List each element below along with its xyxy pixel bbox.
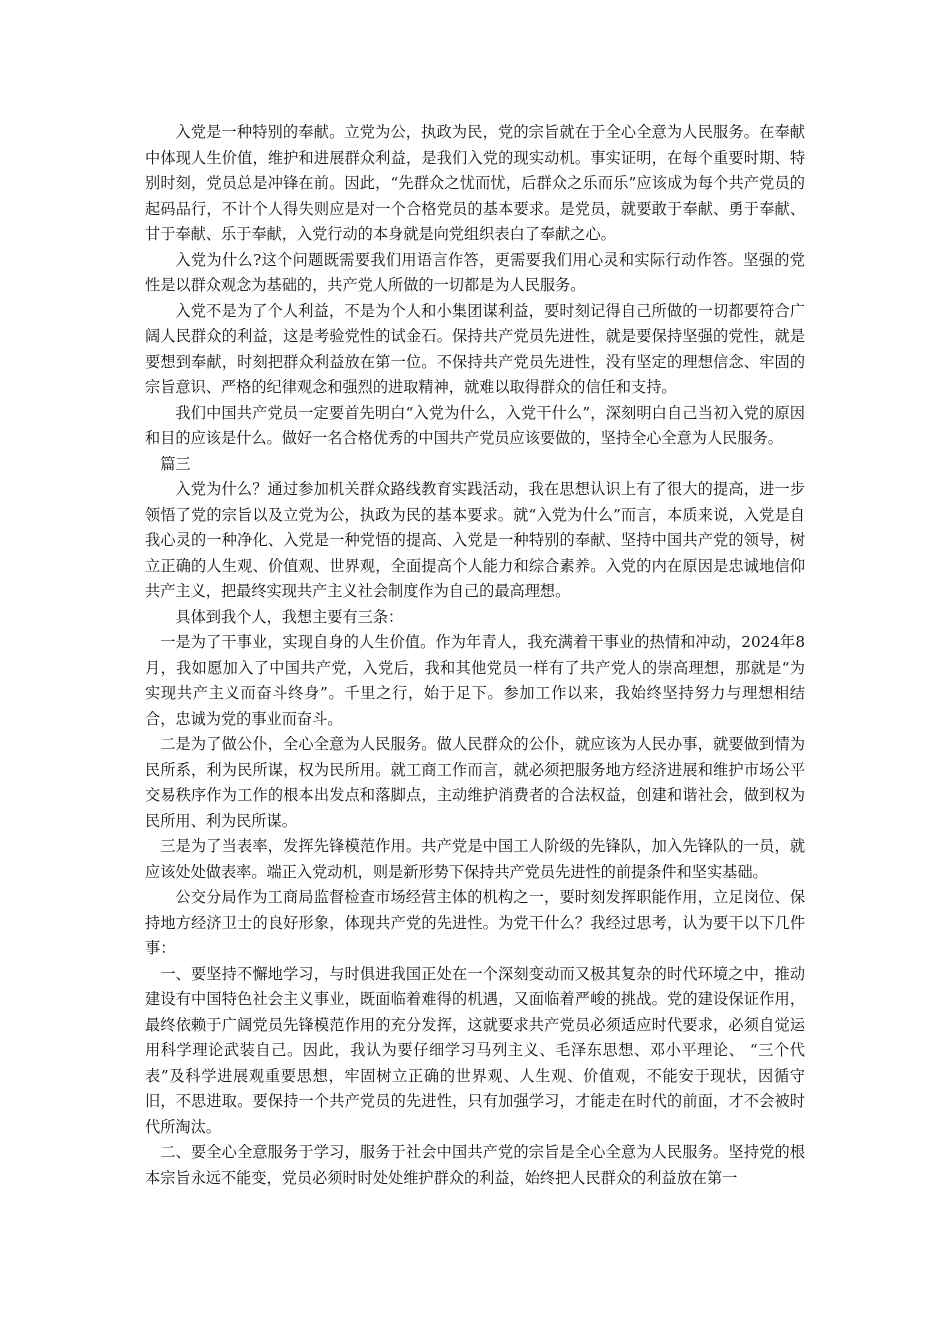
section-heading: 篇三 — [160, 454, 191, 473]
paragraph-12: 二、要全心全意服务于学习，服务于社会中国共产党的宗旨是全心全意为人民服务。坚持党的根本宗旨永远不能变，党员必须时时处处维护群众的利益，始终把人民群众的利益放在第一 — [145, 1143, 805, 1187]
document-body — [145, 120, 805, 1191]
paragraph-11: 一、要坚持不懈地学习，与时俱进我国正处在一个深刻变动而又极其复杂的时代环境之中，推动建设有中国特色社会主义事业，既面临着难得的机遇，又面临着严峻的挑战。党的建设保证作用，最终依赖于广阔党员先锋模范作用的充分发挥，这就要求共产党员必须适应时代要求，必须自觉运用科学理论武装自己。因此，我认为要仔细学习马列主义、毛泽东思想、邓小平理论、 “三个代表”及科学进展观重要思想，牢固树立正确的世界观、人生观、价值观，不能安于现状，因循守旧，不思进取。要保持一个共产党员的先进性，只有加强学习，才能走在时代的前面，才不会被时代所淘汰。 — [145, 964, 805, 1136]
paragraph-1: 入党是一种特别的奉献。立党为公，执政为民，党的宗旨就在于全心全意为人民服务。在奉献中体现人生价值，维护和进展群众利益，是我们入党的现实动机。事实证明，在每个重要时期、特别时刻，党员总是冲锋在前。因此，“先群众之忧而忧，后群众之乐而乐”应该成为每个共产党员的起码品行，不计个人得失则应是对一个合格党员的基本要求。是党员，就要敢于奉献、勇于奉献、甘于奉献、乐于奉献，入党行动的本身就是向党组织表白了奉献之心。 — [145, 123, 805, 243]
paragraph-5: 入党为什么？通过参加机关群众路线教育实践活动，我在思想认识上有了很大的提高，进一步领悟了党的宗旨以及立党为公，执政为民的基本要求。就“入党为什么”而言，本质来说，入党是自我心灵的一种净化、入党是一种党悟的提高、入党是一种特别的奉献、坚持中国共产党的领导，树立正确的人生观、价值观、世界观，全面提高个人能力和综合素养。入党的内在原因是忠诚地信仰共产主义，把最终实现共产主义社会制度作为自己的最高理想。 — [145, 480, 805, 600]
paragraph-3: 入党不是为了个人利益，不是为个人和小集团谋利益，要时刻记得自己所做的一切都要符合广阔人民群众的利益，这是考验党性的试金石。保持共产党员先进性，就是要保持坚强的党性，就是要想到奉献，时刻把群众利益放在第一位。不保持共产党员先进性，没有坚定的理想信念、牢固的宗旨意识、严格的纪律观念和强烈的进取精神，就难以取得群众的信任和支持。 — [145, 301, 805, 396]
paragraph-6: 具体到我个人，我想主要有三条： — [175, 607, 404, 626]
paragraph-8: 二是为了做公仆，全心全意为人民服务。做人民群众的公仆，就应该为人民办事，就要做到情为民所系，利为民所谋，权为民所用。就工商工作而言，就必须把服务地方经济进展和维护市场公平交易秩序作为工作的根本出发点和落脚点，主动维护消费者的合法权益，创建和谐社会，做到权为民所用、利为民所谋。 — [145, 735, 805, 830]
paragraph-9: 三是为了当表率，发挥先锋模范作用。共产党是中国工人阶级的先锋队，加入先锋队的一员，就应该处处做表率。端正入党动机，则是新形势下保持共产党员先进性的前提条件和坚实基础。 — [145, 837, 805, 881]
paragraph-10: 公交分局作为工商局监督检查市场经营主体的机构之一，要时刻发挥职能作用，立足岗位、保持地方经济卫士的良好形象，体现共产党的先进性。为党干什么？我经过思考，认为要干以下几件事： — [145, 888, 805, 957]
paragraph-2: 入党为什么?这个问题既需要我们用语言作答，更需要我们用心灵和实际行动作答。坚强的党性是以群众观念为基础的，共产党人所做的一切都是为人民服务。 — [145, 250, 805, 294]
paragraph-7: 一是为了干事业，实现自身的人生价值。作为年青人，我充满着干事业的热情和冲动，2024年8月，我如愿加入了中国共产党，入党后，我和其他党员一样有了共产党人的崇高理想，那就是“为实现共产主义而奋斗终身”。千里之行，始于足下。参加工作以来，我始终坚持努力与理想相结合，忠诚为党的事业而奋斗。 — [145, 633, 805, 728]
paragraph-4: 我们中国共产党员一定要首先明白“入党为什么，入党干什么”，深刻明白自己当初入党的原因和目的应该是什么。做好一名合格优秀的中国共产党员应该要做的，坚持全心全意为人民服务。 — [145, 403, 805, 447]
